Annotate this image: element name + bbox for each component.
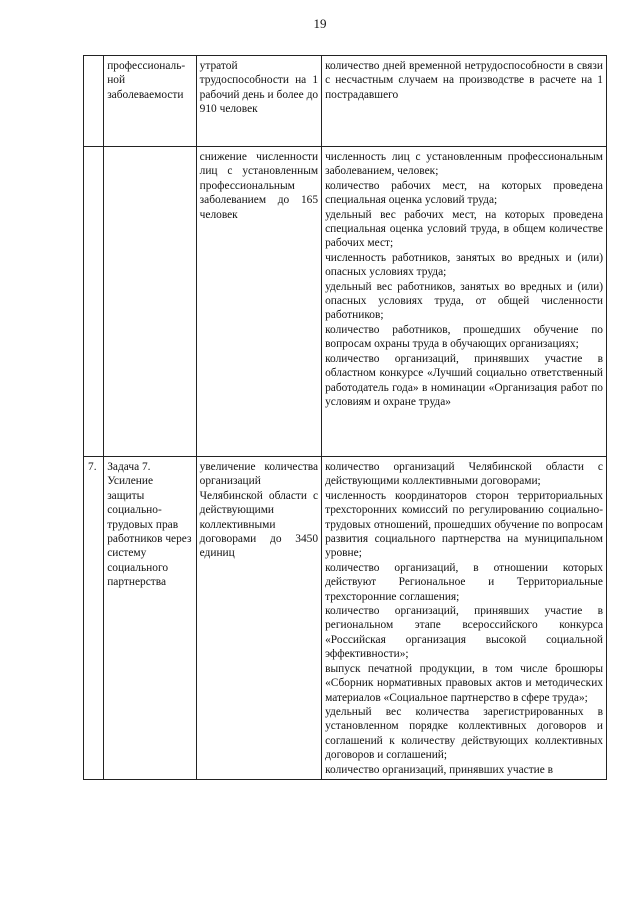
indicator-item: удельный вес количества зарегистрированных в установленном порядке коллективных договоров и соглашений к количеству действующих коллективных договоров и соглашений; — [325, 705, 603, 762]
indicator-item: удельный вес рабочих мест, на которых проведена специальная оценка условий труда, в общем количестве рабочих мест; — [325, 208, 603, 250]
row-number: 7. — [84, 457, 104, 780]
indicator-item: количество работников, прошедших обучение по вопросам охраны труда в обучающих организациях; — [325, 323, 603, 351]
task-cell: Задача 7. Усиление защиты социально-трудовых прав работников через систему социального партнерства — [104, 457, 196, 780]
table-row — [84, 147, 607, 457]
indicator-item: численность координаторов сторон территориальных трехсторонних комиссий по регулированию социально-трудовых отношений, прошедших обучение по вопросам развития социального партнерства на муниципальном уровне; — [325, 489, 603, 560]
row-number — [84, 56, 104, 147]
indicator-item: количество организаций, принявших участие в региональном этапе всероссийского конкурса «Российская организация высокой социальной эффективности»; — [325, 605, 603, 661]
table-row — [84, 56, 607, 147]
indicator-item: количество дней временной нетрудоспособности в связи с несчастным случаем на производстве в расчете на 1 пострадавшего — [325, 60, 603, 101]
indicator-item: численность лиц с установленным профессиональным заболеванием, человек; — [325, 151, 603, 178]
task-cell: профессиональ-ной заболеваемости — [104, 56, 196, 147]
table-row — [84, 457, 607, 780]
indicators-cell — [322, 457, 607, 780]
indicator-item: количество организаций, принявших участие в областном конкурсе «Лучший социально ответственный работодатель года» в номинации «Организация работ по условиям и охране труда» — [325, 352, 603, 408]
row-number — [84, 147, 104, 457]
indicator-item: количество организаций, принявших участие в — [325, 763, 554, 776]
indicators-cell — [322, 147, 607, 457]
indicators-cell — [322, 56, 607, 147]
task-cell — [104, 147, 196, 457]
indicator-item: количество организаций, в отношении которых действуют Региональное и Территориальные трехсторонние соглашения; — [325, 561, 603, 603]
indicator-item: количество рабочих мест, на которых проведена специальная оценка условий труда; — [325, 179, 603, 207]
indicator-item: удельный вес работников, занятых во вредных и (или) опасных условиях труда, от общей численности работников; — [325, 280, 603, 322]
indicator-item: численность работников, занятых во вредных и (или) опасных условиях труда; — [325, 251, 603, 279]
goal-cell: увеличение количества организаций Челябинской области с действующими коллективными договорами до 3450 единиц — [196, 457, 321, 780]
indicators-table — [83, 55, 607, 780]
goal-cell: утратой трудоспособности на 1 рабочий день и более до 910 человек — [196, 56, 321, 147]
page-number: 19 — [313, 16, 327, 31]
goal-cell: снижение численности лиц с установленным профессиональным заболеванием до 165 человек — [196, 147, 321, 457]
indicator-item: выпуск печатной продукции, в том числе брошюры «Сборник нормативных правовых актов и методических материалов «Социальное партнерство в сфере труда»; — [325, 662, 603, 704]
indicator-item: количество организаций Челябинской области с действующими коллективными договорами; — [325, 461, 603, 488]
